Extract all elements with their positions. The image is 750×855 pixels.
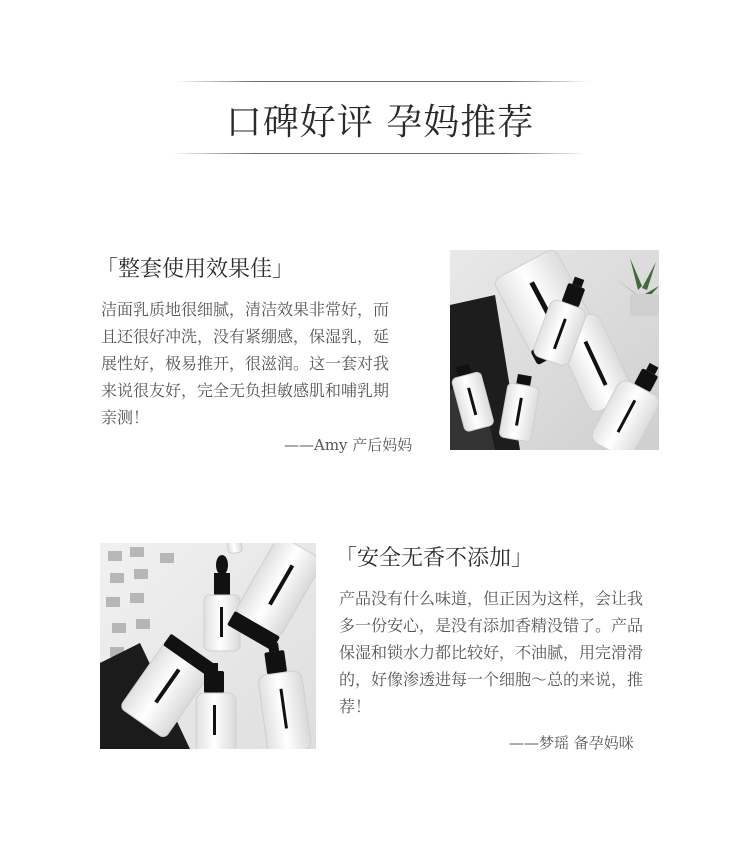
review-line: 保湿和锁水力都比较好，不油腻，用完滑滑: [339, 643, 644, 662]
review-line: 产品没有什么味道，但正因为这样，会让我: [339, 589, 644, 608]
review-title: 「整套使用效果佳」: [96, 257, 295, 282]
review-line: 洁面乳质地很细腻，清洁效果非常好，而: [101, 300, 390, 319]
review-author: ——Amy 产后妈妈: [284, 436, 413, 454]
review-author: ——梦瑶 备孕妈咪: [509, 734, 634, 752]
product-photo-2: [100, 543, 316, 749]
product-photo-1: [450, 250, 659, 450]
header-divider-bottom: [172, 153, 587, 154]
review-body: [101, 296, 446, 431]
header-divider-top: [175, 81, 590, 82]
review-line: 且还很好冲洗，没有紧绷感，保湿乳，延: [101, 327, 390, 346]
review-body: [339, 585, 669, 720]
review-line: 展性好，极易推开，很滋润。这一套对我: [101, 354, 390, 373]
review-line: 多一份安心，是没有添加香精没错了。产品: [339, 616, 644, 635]
review-line: 荐！: [339, 697, 372, 716]
review-line: 亲测！: [101, 408, 150, 427]
review-title: 「安全无香不添加」: [335, 546, 534, 571]
review-line: 来说很友好，完全无负担敏感肌和哺乳期: [101, 381, 390, 400]
page-title: 口碑好评 孕妈推荐: [225, 102, 535, 143]
review-line: 的，好像渗透进每一个细胞～总的来说，推: [339, 670, 644, 689]
